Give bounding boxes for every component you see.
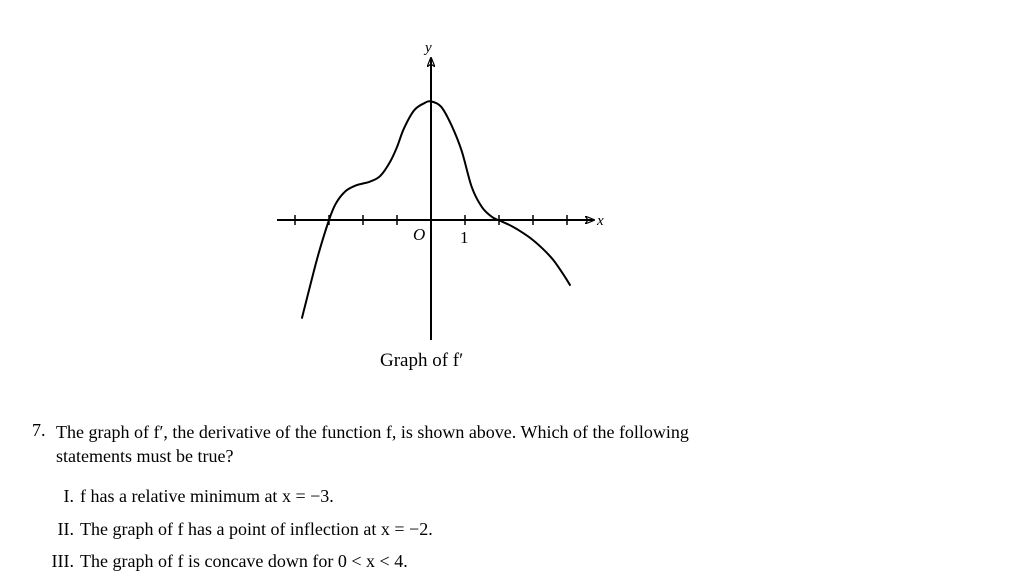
statement-2-text: The graph of f has a point of inflection at x = −2.	[80, 519, 433, 539]
tick-label-1: 1	[460, 228, 469, 247]
statement-3-text: The graph of f is concave down for 0 < x < 4.	[80, 551, 408, 571]
graph-caption: Graph of f′	[380, 350, 464, 371]
y-axis-label: y	[425, 40, 432, 56]
statement-1	[32, 486, 334, 507]
statement-2-numeral: II.	[57, 519, 74, 539]
statement-3	[32, 551, 408, 572]
question-text	[56, 420, 856, 468]
statement-1-text: f has a relative minimum at x = −3.	[80, 486, 334, 506]
origin-label: O	[413, 225, 426, 244]
statement-2	[32, 519, 433, 540]
x-axis-label: x	[597, 213, 604, 229]
statement-1-numeral: I.	[63, 486, 74, 506]
f-prime-curve	[302, 101, 571, 318]
statement-3-numeral: III.	[51, 551, 74, 571]
question-line-1: The graph of f′, the derivative of the function f, is shown above. Which of the following	[56, 422, 689, 442]
question-line-2: statements must be true?	[56, 446, 234, 466]
question-number: 7.	[32, 420, 46, 440]
